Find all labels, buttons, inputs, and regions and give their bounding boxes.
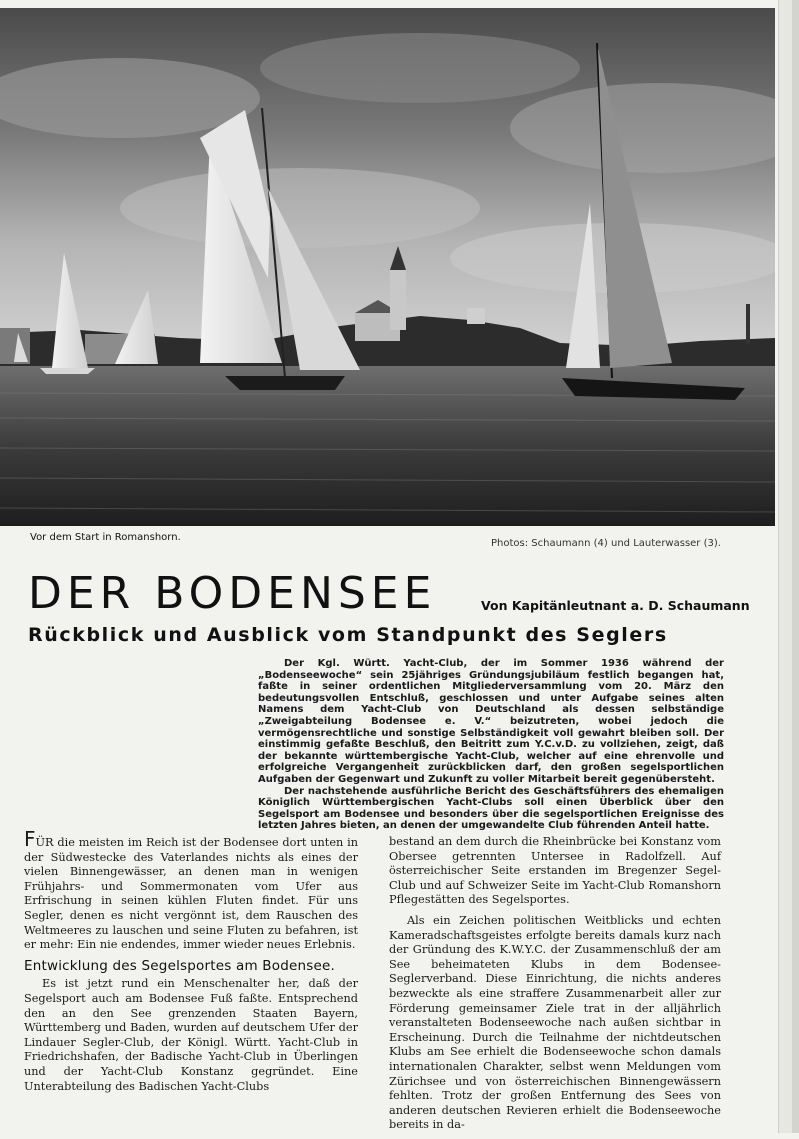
article-subtitle: Rückblick und Ausblick vom Standpunkt des Seglers (28, 624, 668, 646)
body-column-right (389, 835, 721, 1139)
photo-caption: Vor dem Start in Romanshorn. (30, 532, 181, 543)
photo-credit: Photos: Schaumann (4) und Lauterwasser (3). (491, 538, 721, 549)
section-heading: Entwicklung des Segelsportes am Bodensee. (24, 957, 335, 974)
article-title: DER BODENSEE (28, 568, 437, 619)
article-byline: Von Kapitänleutnant a. D. Schaumann (481, 598, 750, 613)
body-column-left (24, 827, 358, 1100)
sailing-regatta-photo (0, 8, 775, 526)
body-paragraph: Als ein Zeichen politischen Weitblicks und echten Kameradschaftsgeistes erfolgte bereits damals kurz nach der Gründung des K.W.Y.C. der Zusammenschluß der am See beheimateten Klubs in dem Bodensee-Seglerverband. Diese Einrichtung, die nichts anderes bezweckte als eine straffere Zusammenarbeit aller zur Förderung gemeinsamer Ziele trat in der alljährlich veranstalteten Bodenseewoche nach außen sichtbar in Erscheinung. Durch die Teilnahme der nichtdeutschen Klubs am See erhielt die Bodenseewoche schon damals internationalen Charakter, selbst wenn Meldungen vom Zürichsee und von österreichischen Binnengewässern fehlten. Trotz der großen Entfernung des Sees von anderen deutschen Revieren erhielt die Bodenseewoche bereits in da- (389, 913, 721, 1132)
photo-graphic (0, 8, 775, 526)
intro-text: ÜR die meisten im Reich ist der Bodensee dort unten in der Südwestecke des Vaterlandes nichts als eines der vielen Binnengewässer, an denen man in wenigen Frühjahrs- und Sommermonaten vom Ufer aus Erfrischung in seinen kühlen Fluten findet. Für uns Segler, denen es nicht vergönnt ist, dem Rauschen des Weltmeeres zu lauschen und seine Fluten zu befahren, ist er mehr: Ein nie endendes, immer wieder neues Erlebnis. (24, 836, 358, 952)
lead-paragraphs (258, 658, 724, 832)
drop-cap: F (24, 827, 36, 851)
page-edge-shadow (792, 0, 799, 1133)
lead-paragraph: Der nachstehende ausführliche Bericht des Geschäftsführers des ehemaligen Königlich Württembergischen Yacht-Clubs soll einen Überblick über den Segelsport am Bodensee und besonders über die segelsportlichen Ereignisse des letzten Jahres bieten, an denen der umgewandelte Club führenden Anteil hatte. (258, 785, 724, 832)
lead-paragraph: Der Kgl. Württ. Yacht-Club, der im Sommer 1936 während der „Bodenseewoche“ sein 25jähriges Gründungsjubiläum festlich begangen hat, faßte in seiner ordentlichen Mitgliederversammlung vom 20. März den bedeutungsvollen Entschluß, geschlossen und unter Aufgabe seines alten Namens dem Yacht-Club von Deutschland als dessen selbständige „Zweigabteilung Bodensee e. V.“ beizutreten, wobei jedoch die vermögensrechtliche und sonstige Selbständigkeit voll gewahrt bleiben soll. Der einstimmig gefaßte Beschluß, den Beitritt zum Y.C.v.D. zu vollziehen, zeigt, daß der bekannte württembergische Yacht-Club, welcher auf eine ehrenvolle und erfolgreiche Vergangenheit zurückblicken darf, den großen segelsportlichen Aufgaben der Gegenwart und Zukunft zu voller Mitarbeit bereit gegenübersteht. (258, 658, 724, 785)
intro-paragraph (24, 827, 358, 953)
body-paragraph: Es ist jetzt rund ein Menschenalter her, daß der Segelsport auch am Bodensee Fuß faßte. Entsprechend den an den See grenzenden Staaten Bayern, Württemberg und Baden, wurden auf deutschem Ufer der Lindauer Segler-Club, der Königl. Württ. Yacht-Club in Friedrichshafen, der Badische Yacht-Club in Überlingen und der Yacht-Club Konstanz gegründet. Eine Unterabteilung des Badischen Yacht-Clubs (24, 977, 358, 1093)
body-paragraph: bestand an dem durch die Rheinbrücke bei Konstanz vom Obersee getrennten Untersee in Radolfzell. Auf österreichischer Seite erstanden im Bregenzer Segel-Club und auf Schweizer Seite im Yacht-Club Romanshorn Pflegestätten des Segelsportes. (389, 835, 721, 907)
